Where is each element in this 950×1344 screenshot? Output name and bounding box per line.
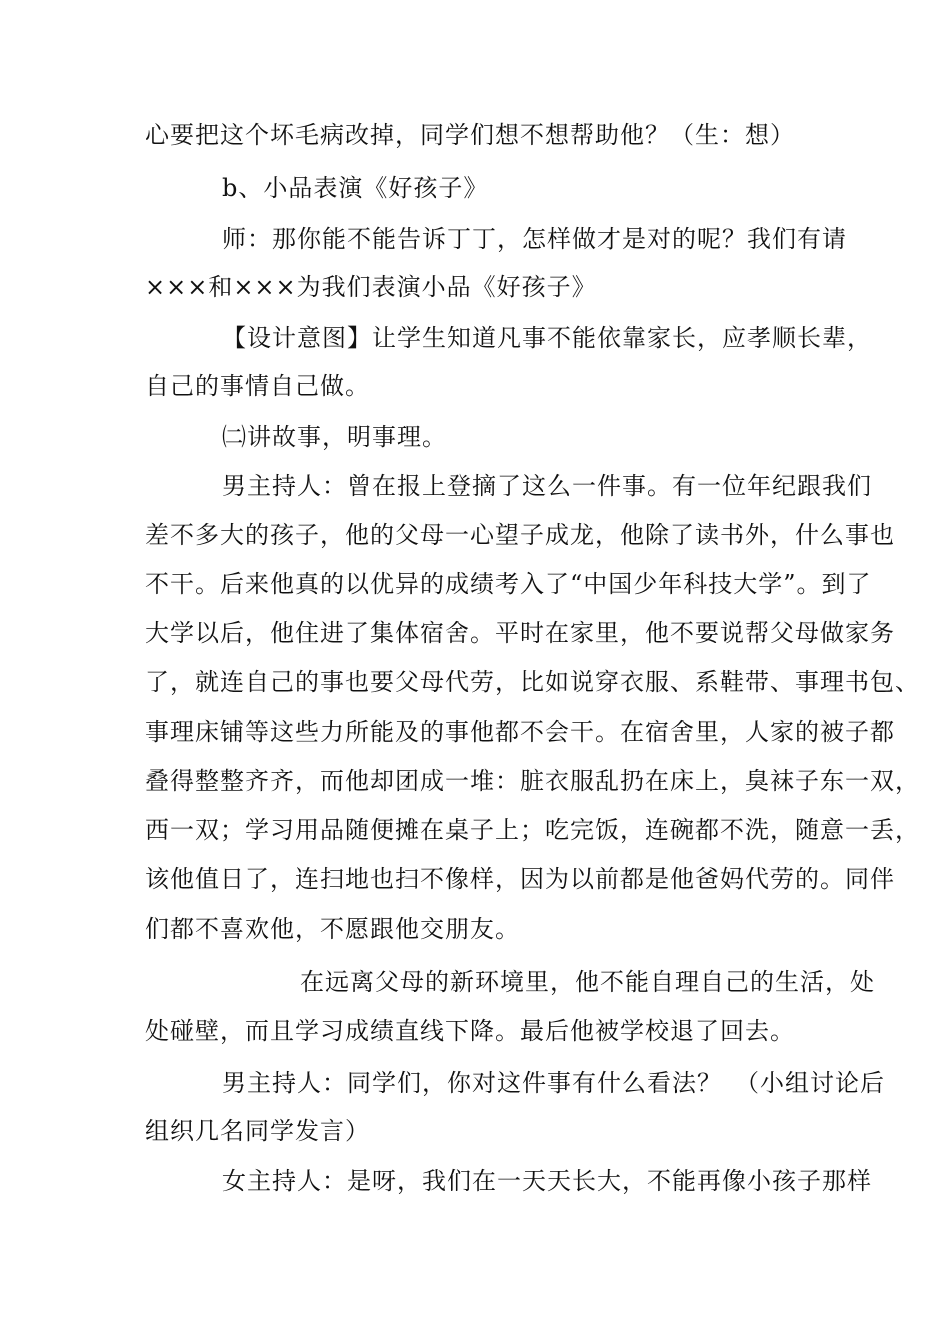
text-line: 处碰壁，而且学习成绩直线下降。最后他被学校退了回去。	[145, 1017, 795, 1045]
text-line: 西一双；学习用品随便摊在桌子上；吃完饭，连碗都不洗，随意一丢，	[145, 816, 920, 844]
text-line: ㈡讲故事，明事理。	[222, 423, 447, 451]
text-line: 自己的事情自己做。	[145, 372, 370, 400]
text-line: 们都不喜欢他，不愿跟他交朋友。	[145, 915, 520, 943]
text-line: 【设计意图】让学生知道凡事不能依靠家长，应孝顺长辈，	[222, 324, 872, 352]
text-line: 事理床铺等这些力所能及的事他都不会干。在宿舍里，人家的被子都	[145, 718, 895, 746]
text-line: 该他值日了，连扫地也扫不像样，因为以前都是他爸妈代劳的。同伴	[145, 865, 895, 893]
text-line: 师：那你能不能告诉丁丁，怎样做才是对的呢？我们有请	[222, 225, 847, 253]
text-line: 了，就连自己的事也要父母代劳，比如说穿衣服、系鞋带、事理书包、	[145, 668, 920, 696]
text-line: 男主持人：同学们，你对这件事有什么看法？ （小组讨论后	[222, 1069, 885, 1097]
text-line: 叠得整整齐齐，而他却团成一堆：脏衣服乱扔在床上，臭袜子东一双，	[145, 767, 920, 795]
text-line: ×××和×××为我们表演小品《好孩子》	[145, 273, 597, 301]
text-line: 在远离父母的新环境里，他不能自理自己的生活，处	[300, 968, 875, 996]
text-line: 大学以后，他住进了集体宿舍。平时在家里，他不要说帮父母做家务	[145, 619, 895, 647]
text-line: 男主持人：曾在报上登摘了这么一件事。有一位年纪跟我们	[222, 472, 872, 500]
text-line: 差不多大的孩子，他的父母一心望子成龙，他除了读书外，什么事也	[145, 521, 895, 549]
text-line: b、小品表演《好孩子》	[222, 174, 489, 202]
text-line: 心要把这个坏毛病改掉，同学们想不想帮助他？（生：想）	[145, 121, 795, 149]
text-line: 不干。后来他真的以优异的成绩考入了“中国少年科技大学”。到了	[145, 570, 872, 598]
text-line: 女主持人：是呀，我们在一天天长大，不能再像小孩子那样	[222, 1167, 872, 1195]
text-line: 组织几名同学发言）	[145, 1117, 370, 1145]
